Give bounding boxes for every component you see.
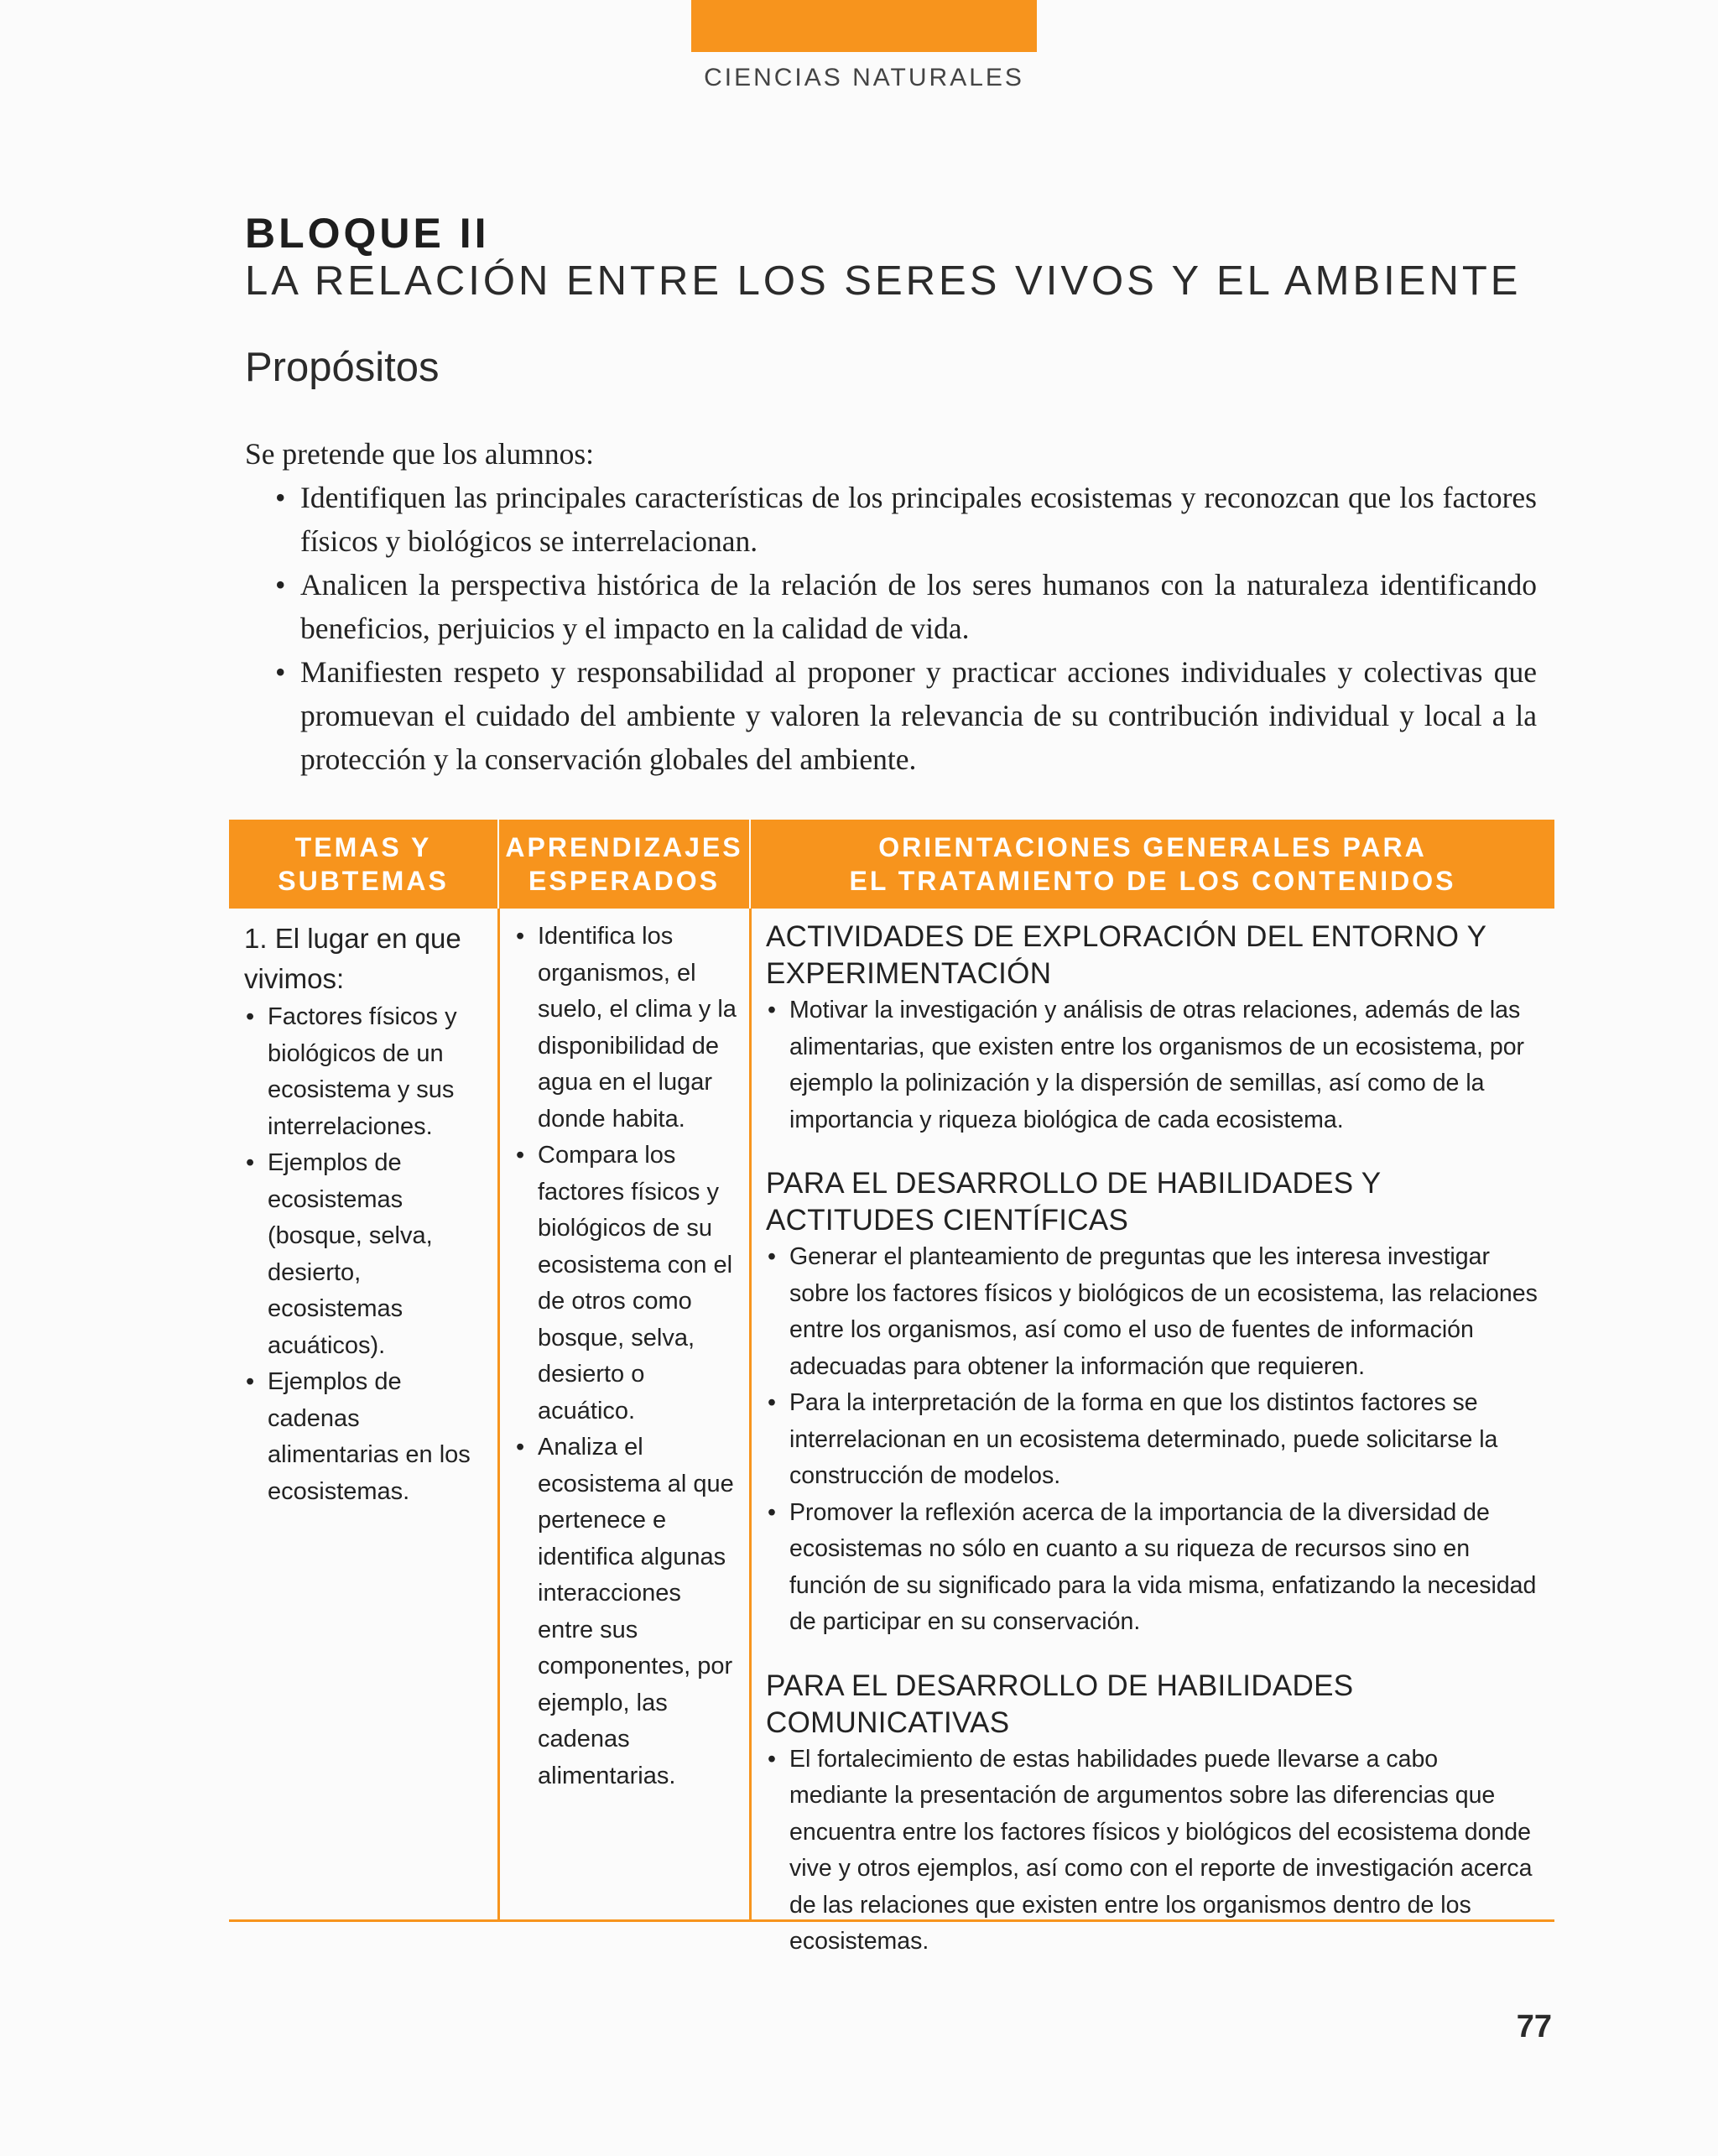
subtopic-item: • Ejemplos de ecosistemas (bosque, selva, desierto, ecosistemas acuáticos).: [268, 1145, 487, 1364]
header-tab: [691, 0, 1037, 52]
learning-item: • Analiza el ecosistema al que pertenece e identifica algunas interacciones entre sus componentes, por ejemplo, las cadenas alimentarias.: [538, 1430, 741, 1794]
orientation-list: [766, 1239, 1538, 1641]
header-orientaciones: ORIENTACIONES GENERALES PARA EL TRATAMIENTO DE LOS CONTENIDOS: [751, 820, 1554, 909]
orientation-item: • Motivar la investigación y análisis de otras relaciones, además de las alimentarias, que existen entre los organismos de un ecosistema, por ejemplo la polinización y la dispersión de semillas, así como de la importancia y riqueza biológica de cada ecosistema.: [789, 992, 1538, 1138]
subtopic-list: [244, 999, 487, 1510]
content-table: [229, 820, 1554, 1955]
purpose-item: • Manifiesten respeto y responsabilidad al proponer y practicar acciones individuales y colectivas que promuevan el cuidado del ambiente y valoren la relevancia de su contribución individual y local a la protección y la conservación globales del ambiente.: [300, 650, 1537, 781]
subtopic-item: • Factores físicos y biológicos de un ecosistema y sus interrelaciones.: [268, 999, 487, 1145]
orientation-item: • Generar el planteamiento de preguntas que les interesa investigar sobre los factores físicos y biológicos de un ecosistema, las relaciones entre los organismos, así como el uso de fuentes de información adecuadas para obtener la información que requieren.: [789, 1239, 1538, 1385]
orientation-list: [766, 1742, 1538, 1961]
aprendizajes-cell: [514, 919, 741, 1794]
purposes-lead: Se pretende que los alumnos:: [245, 437, 595, 471]
learning-item: • Compara los factores físicos y biológicos de su ecosistema con el de otros como bosque, selva, desierto o acuático.: [538, 1138, 741, 1430]
column-divider: [749, 909, 752, 1922]
purposes: [245, 432, 1537, 781]
orientaciones-cell: [766, 919, 1538, 1961]
learning-item: • Identifica los organismos, el suelo, el clima y la disponibilidad de agua en el lugar donde habita.: [538, 919, 741, 1138]
purpose-item: • Identifiquen las principales características de los principales ecosistemas y reconozcan que los factores físicos y biológicos se interrelacionan.: [300, 476, 1537, 563]
orientation-section-title: ACTIVIDADES DE EXPLORACIÓN DEL ENTORNO Y EXPERIMENTACIÓN: [766, 920, 1486, 990]
orientation-item: • Promover la reflexión acerca de la importancia de la diversidad de ecosistemas no sólo en cuanto a su riqueza de recursos sino en función de su significado para la vida misma, enfatizando la necesidad de participar en su conservación.: [789, 1495, 1538, 1641]
purposes-list: [245, 476, 1537, 781]
column-divider: [497, 909, 500, 1922]
section-heading: Propósitos: [245, 345, 440, 390]
block-title: BLOQUE II: [245, 210, 490, 257]
page-number: 77: [1516, 2009, 1552, 2044]
orientation-item: • El fortalecimiento de estas habilidades puede llevarse a cabo mediante la presentación de argumentos sobre las diferencias que encuentra entre los factores físicos y biológicos del ecosistema donde vive y otros ejemplos, así como con el reporte de investigación acerca de las relaciones que existen entre los organismos dentro de los ecosistemas.: [789, 1742, 1538, 1961]
header-aprendizajes: APRENDIZAJES ESPERADOS: [499, 820, 749, 909]
subtopic-item: • Ejemplos de cadenas alimentarias en los ecosistemas.: [268, 1364, 487, 1510]
subject-label: CIENCIAS NATURALES: [704, 64, 1024, 91]
orientation-section-title: PARA EL DESARROLLO DE HABILIDADES Y ACTITUDES CIENTÍFICAS: [766, 1167, 1381, 1237]
topic-title: 1. El lugar en que vivimos:: [244, 923, 461, 994]
orientation-section-title: PARA EL DESARROLLO DE HABILIDADES COMUNICATIVAS: [766, 1669, 1354, 1739]
header-temas: TEMAS Y SUBTEMAS: [229, 820, 497, 909]
purpose-item: • Analicen la perspectiva histórica de la relación de los seres humanos con la naturaleza identificando beneficios, perjuicios y el impacto en la calidad de vida.: [300, 563, 1537, 650]
block-subtitle: LA RELACIÓN ENTRE LOS SERES VIVOS Y EL AMBIENTE: [245, 258, 1522, 304]
orientation-item: • Para la interpretación de la forma en que los distintos factores se interrelacionan en un ecosistema determinado, puede solicitarse la construcción de modelos.: [789, 1385, 1538, 1495]
orientation-list: [766, 992, 1538, 1138]
temas-cell: [244, 919, 487, 1510]
learning-list: [514, 919, 741, 1794]
